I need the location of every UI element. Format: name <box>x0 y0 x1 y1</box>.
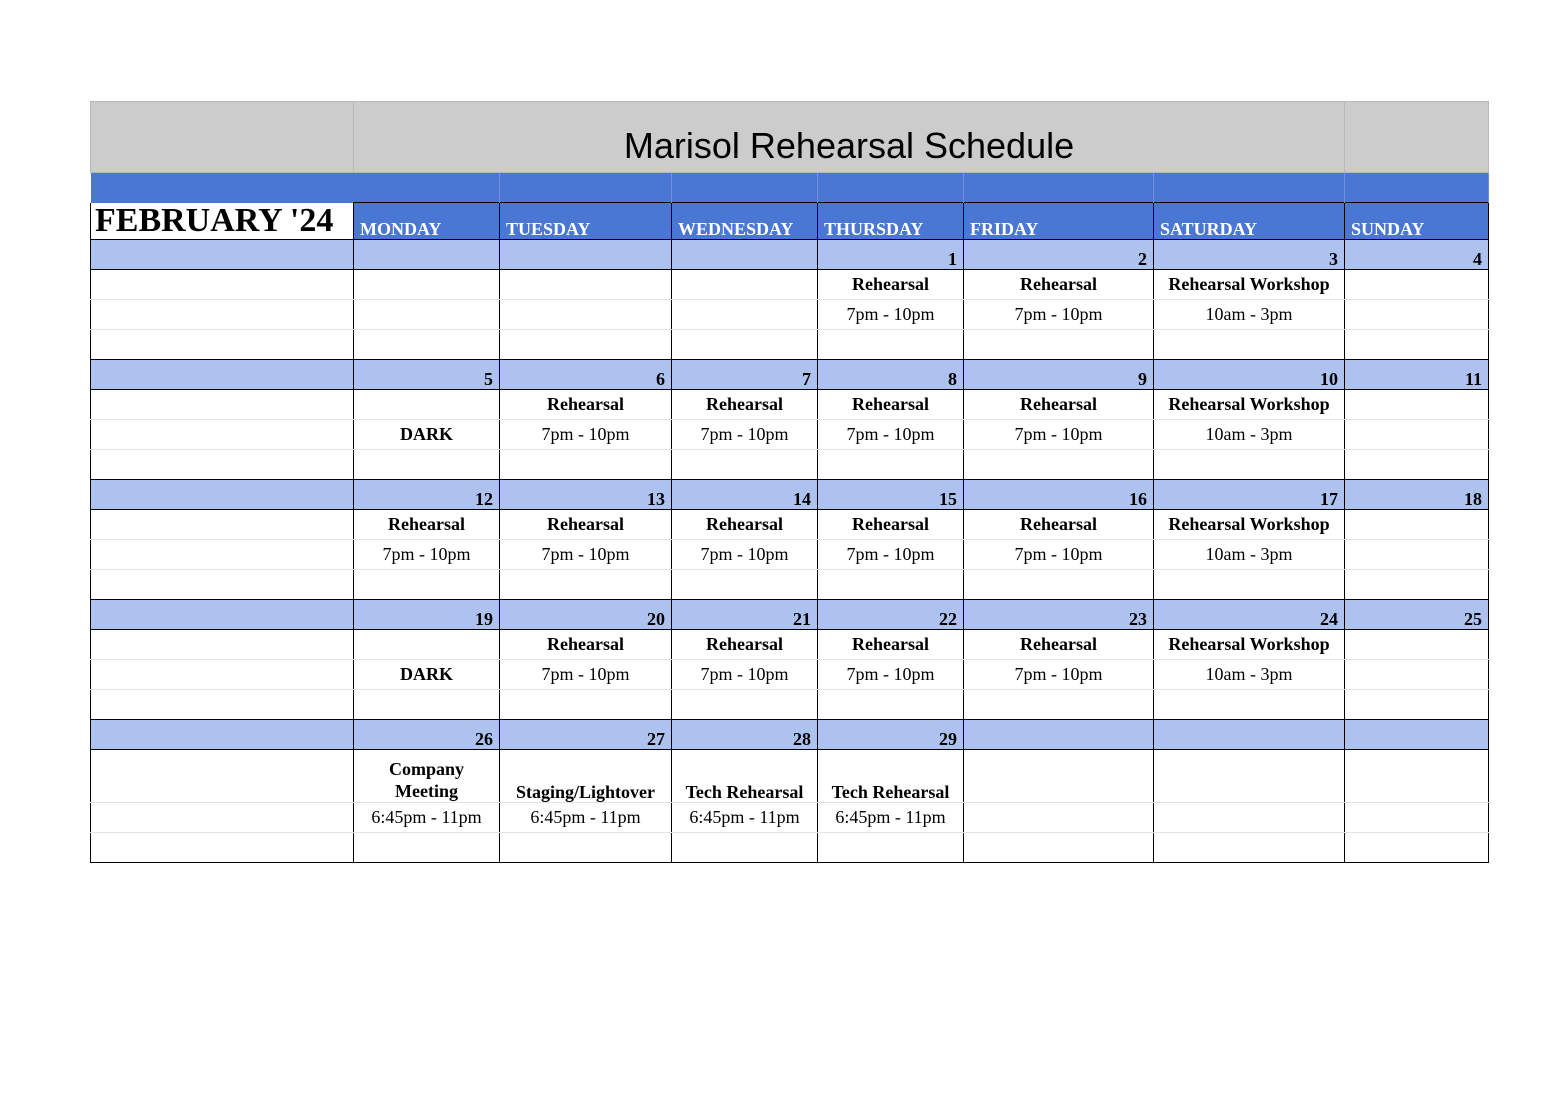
event-time[interactable] <box>1345 419 1489 449</box>
blue-spacer-cell[interactable] <box>1154 173 1345 203</box>
event-note[interactable] <box>818 329 964 359</box>
event-note[interactable] <box>1345 329 1489 359</box>
event-time[interactable]: 7pm - 10pm <box>500 539 672 569</box>
date-number[interactable]: 21 <box>672 599 818 629</box>
event-title[interactable] <box>1345 629 1489 659</box>
event-title[interactable] <box>672 269 818 299</box>
event-time[interactable]: 7pm - 10pm <box>964 659 1154 689</box>
event-time[interactable]: 7pm - 10pm <box>354 539 500 569</box>
event-title[interactable]: Rehearsal <box>672 509 818 539</box>
blue-spacer-cell[interactable] <box>818 173 964 203</box>
event-time[interactable]: 6:45pm - 11pm <box>818 802 964 832</box>
day-header-wednesday[interactable]: WEDNESDAY <box>672 203 818 240</box>
event-note[interactable] <box>1154 689 1345 719</box>
date-number[interactable]: 6 <box>500 359 672 389</box>
blue-spacer-cell[interactable] <box>1345 173 1489 203</box>
date-number[interactable] <box>964 719 1154 749</box>
week-line1-row <box>91 749 1489 802</box>
date-number[interactable]: 2 <box>964 239 1154 269</box>
event-time[interactable]: 7pm - 10pm <box>672 659 818 689</box>
event-title[interactable]: Rehearsal <box>964 389 1154 419</box>
event-title[interactable] <box>964 749 1154 802</box>
event-time[interactable] <box>1345 802 1489 832</box>
event-title[interactable] <box>1345 389 1489 419</box>
date-number[interactable] <box>500 239 672 269</box>
week-line1-row <box>91 269 1489 299</box>
event-note[interactable] <box>1154 832 1345 862</box>
date-number[interactable]: 24 <box>1154 599 1345 629</box>
event-title[interactable]: Rehearsal <box>964 629 1154 659</box>
blue-spacer-cell[interactable] <box>964 173 1154 203</box>
month-label[interactable]: FEBRUARY '24 <box>91 203 354 240</box>
event-title[interactable]: Rehearsal <box>672 629 818 659</box>
week-date-row <box>91 599 1489 629</box>
event-note[interactable] <box>354 832 500 862</box>
title-end-cell[interactable] <box>1345 102 1489 173</box>
event-title[interactable]: Rehearsal <box>818 509 964 539</box>
week-line3-row <box>91 449 1489 479</box>
date-number[interactable]: 25 <box>1345 599 1489 629</box>
week-line3-row <box>91 569 1489 599</box>
event-time[interactable]: 7pm - 10pm <box>964 419 1154 449</box>
month-header-top[interactable] <box>91 173 354 203</box>
event-title[interactable] <box>500 269 672 299</box>
event-note[interactable] <box>672 449 818 479</box>
event-note[interactable] <box>500 832 672 862</box>
event-time[interactable]: 7pm - 10pm <box>672 419 818 449</box>
event-time[interactable]: DARK <box>354 659 500 689</box>
week-side-cell[interactable] <box>91 509 354 539</box>
week-line1-row <box>91 389 1489 419</box>
event-note[interactable] <box>672 329 818 359</box>
event-note[interactable] <box>1345 832 1489 862</box>
blue-spacer-cell[interactable] <box>500 173 672 203</box>
event-title[interactable]: Rehearsal <box>354 509 500 539</box>
date-number[interactable]: 15 <box>818 479 964 509</box>
event-title[interactable] <box>1345 509 1489 539</box>
week-line2-row <box>91 419 1489 449</box>
date-number[interactable]: 19 <box>354 599 500 629</box>
week-line1-row <box>91 629 1489 659</box>
event-title[interactable]: Rehearsal Workshop <box>1154 509 1345 539</box>
event-time[interactable] <box>500 299 672 329</box>
event-note[interactable] <box>500 689 672 719</box>
event-note[interactable] <box>1154 569 1345 599</box>
week-side-cell[interactable] <box>91 802 354 832</box>
date-number[interactable]: 10 <box>1154 359 1345 389</box>
event-time[interactable] <box>1154 802 1345 832</box>
event-note[interactable] <box>500 449 672 479</box>
week-line2-row <box>91 802 1489 832</box>
event-time[interactable] <box>1345 299 1489 329</box>
week-label-cell[interactable] <box>91 479 354 509</box>
calendar-grid <box>90 101 1489 863</box>
week-side-cell[interactable] <box>91 569 354 599</box>
day-header-sunday[interactable]: SUNDAY <box>1345 203 1489 240</box>
day-header-monday[interactable]: MONDAY <box>354 203 500 240</box>
event-title[interactable]: Rehearsal Workshop <box>1154 269 1345 299</box>
event-title[interactable]: Rehearsal <box>500 509 672 539</box>
week-side-cell[interactable] <box>91 539 354 569</box>
event-title[interactable] <box>354 389 500 419</box>
week-label-cell[interactable] <box>91 239 354 269</box>
week-line2-row <box>91 659 1489 689</box>
week-side-cell[interactable] <box>91 389 354 419</box>
date-number[interactable]: 13 <box>500 479 672 509</box>
date-number[interactable]: 23 <box>964 599 1154 629</box>
week-date-row <box>91 359 1489 389</box>
title-corner-cell[interactable] <box>91 102 354 173</box>
event-note[interactable] <box>354 689 500 719</box>
date-number[interactable]: 20 <box>500 599 672 629</box>
event-title[interactable]: Rehearsal Workshop <box>1154 629 1345 659</box>
date-number[interactable]: 3 <box>1154 239 1345 269</box>
event-note[interactable] <box>964 832 1154 862</box>
date-number[interactable]: 11 <box>1345 359 1489 389</box>
event-title[interactable]: Rehearsal <box>672 389 818 419</box>
event-time[interactable]: 10am - 3pm <box>1154 419 1345 449</box>
event-time[interactable]: 6:45pm - 11pm <box>672 802 818 832</box>
date-number[interactable]: 22 <box>818 599 964 629</box>
event-time[interactable] <box>1345 659 1489 689</box>
schedule-sheet <box>90 101 1488 863</box>
event-note[interactable] <box>1345 449 1489 479</box>
page-title[interactable]: Marisol Rehearsal Schedule <box>354 102 1345 173</box>
event-note[interactable] <box>354 329 500 359</box>
blue-spacer-cell[interactable] <box>672 173 818 203</box>
event-time[interactable]: 7pm - 10pm <box>818 539 964 569</box>
week-side-cell[interactable] <box>91 329 354 359</box>
event-time[interactable]: 7pm - 10pm <box>672 539 818 569</box>
event-time[interactable] <box>672 299 818 329</box>
date-number[interactable] <box>672 239 818 269</box>
event-time[interactable]: 7pm - 10pm <box>964 539 1154 569</box>
week-side-cell[interactable] <box>91 689 354 719</box>
event-note[interactable] <box>818 569 964 599</box>
event-time[interactable] <box>354 299 500 329</box>
week-date-row <box>91 239 1489 269</box>
date-number[interactable]: 4 <box>1345 239 1489 269</box>
date-number[interactable]: 28 <box>672 719 818 749</box>
week-line3-row <box>91 832 1489 862</box>
event-note[interactable] <box>500 329 672 359</box>
event-time[interactable]: 7pm - 10pm <box>818 659 964 689</box>
date-number[interactable]: 5 <box>354 359 500 389</box>
event-note[interactable] <box>1345 569 1489 599</box>
day-header-thursday[interactable]: THURSDAY <box>818 203 964 240</box>
event-note[interactable] <box>354 449 500 479</box>
week-side-cell[interactable] <box>91 749 354 802</box>
date-number[interactable]: 12 <box>354 479 500 509</box>
event-note[interactable] <box>964 689 1154 719</box>
week-line3-row <box>91 329 1489 359</box>
event-time[interactable]: 7pm - 10pm <box>964 299 1154 329</box>
date-number[interactable]: 29 <box>818 719 964 749</box>
date-number[interactable]: 16 <box>964 479 1154 509</box>
event-note[interactable] <box>1154 449 1345 479</box>
event-note[interactable] <box>500 569 672 599</box>
event-title[interactable] <box>354 629 500 659</box>
week-date-row <box>91 719 1489 749</box>
event-note[interactable] <box>818 449 964 479</box>
week-side-cell[interactable] <box>91 419 354 449</box>
event-note[interactable] <box>672 569 818 599</box>
event-title[interactable] <box>1345 749 1489 802</box>
date-number[interactable]: 17 <box>1154 479 1345 509</box>
event-note[interactable] <box>1345 689 1489 719</box>
event-time[interactable] <box>964 802 1154 832</box>
week-label-cell[interactable] <box>91 599 354 629</box>
event-note[interactable] <box>818 832 964 862</box>
event-time[interactable]: 7pm - 10pm <box>818 419 964 449</box>
event-note[interactable] <box>672 832 818 862</box>
day-header-saturday[interactable]: SATURDAY <box>1154 203 1345 240</box>
event-title[interactable]: Tech Rehearsal <box>672 749 818 802</box>
date-number[interactable] <box>1345 719 1489 749</box>
event-note[interactable] <box>964 569 1154 599</box>
event-time[interactable]: 7pm - 10pm <box>500 659 672 689</box>
event-title[interactable]: Rehearsal <box>500 629 672 659</box>
event-title[interactable] <box>1345 269 1489 299</box>
event-time[interactable]: 6:45pm - 11pm <box>500 802 672 832</box>
date-number[interactable]: 18 <box>1345 479 1489 509</box>
week-side-cell[interactable] <box>91 832 354 862</box>
event-title[interactable] <box>1154 749 1345 802</box>
date-number[interactable] <box>354 239 500 269</box>
date-number[interactable]: 26 <box>354 719 500 749</box>
week-side-cell[interactable] <box>91 449 354 479</box>
event-title[interactable]: Rehearsal <box>818 269 964 299</box>
date-number[interactable]: 27 <box>500 719 672 749</box>
event-title[interactable]: Rehearsal <box>964 509 1154 539</box>
week-label-cell[interactable] <box>91 719 354 749</box>
date-number[interactable]: 8 <box>818 359 964 389</box>
date-number[interactable]: 1 <box>818 239 964 269</box>
event-title[interactable]: Rehearsal <box>964 269 1154 299</box>
day-header-friday[interactable]: FRIDAY <box>964 203 1154 240</box>
date-number[interactable]: 7 <box>672 359 818 389</box>
event-title[interactable]: Company Meeting <box>354 749 500 802</box>
day-header-tuesday[interactable]: TUESDAY <box>500 203 672 240</box>
event-title[interactable]: Rehearsal <box>818 629 964 659</box>
event-title[interactable]: Rehearsal <box>818 389 964 419</box>
week-side-cell[interactable] <box>91 659 354 689</box>
event-time[interactable]: 7pm - 10pm <box>818 299 964 329</box>
week-side-cell[interactable] <box>91 299 354 329</box>
event-time[interactable]: 10am - 3pm <box>1154 539 1345 569</box>
event-note[interactable] <box>672 689 818 719</box>
event-note[interactable] <box>1154 329 1345 359</box>
event-title[interactable]: Staging/Lightover <box>500 749 672 802</box>
event-time[interactable]: 10am - 3pm <box>1154 299 1345 329</box>
week-label-cell[interactable] <box>91 359 354 389</box>
event-note[interactable] <box>964 329 1154 359</box>
week-line2-row <box>91 539 1489 569</box>
week-side-cell[interactable] <box>91 269 354 299</box>
event-title[interactable]: Rehearsal <box>500 389 672 419</box>
event-title[interactable]: Rehearsal Workshop <box>1154 389 1345 419</box>
week-line1-row <box>91 509 1489 539</box>
event-time[interactable] <box>1345 539 1489 569</box>
week-line2-row <box>91 299 1489 329</box>
event-time[interactable]: 7pm - 10pm <box>500 419 672 449</box>
week-side-cell[interactable] <box>91 629 354 659</box>
event-time[interactable]: 10am - 3pm <box>1154 659 1345 689</box>
week-line3-row <box>91 689 1489 719</box>
event-time[interactable]: DARK <box>354 419 500 449</box>
event-time[interactable]: 6:45pm - 11pm <box>354 802 500 832</box>
date-number[interactable]: 14 <box>672 479 818 509</box>
blue-spacer-cell[interactable] <box>354 173 500 203</box>
event-note[interactable] <box>964 449 1154 479</box>
event-note[interactable] <box>818 689 964 719</box>
event-note[interactable] <box>354 569 500 599</box>
date-number[interactable] <box>1154 719 1345 749</box>
event-title[interactable] <box>354 269 500 299</box>
date-number[interactable]: 9 <box>964 359 1154 389</box>
week-date-row <box>91 479 1489 509</box>
event-title[interactable]: Tech Rehearsal <box>818 749 964 802</box>
